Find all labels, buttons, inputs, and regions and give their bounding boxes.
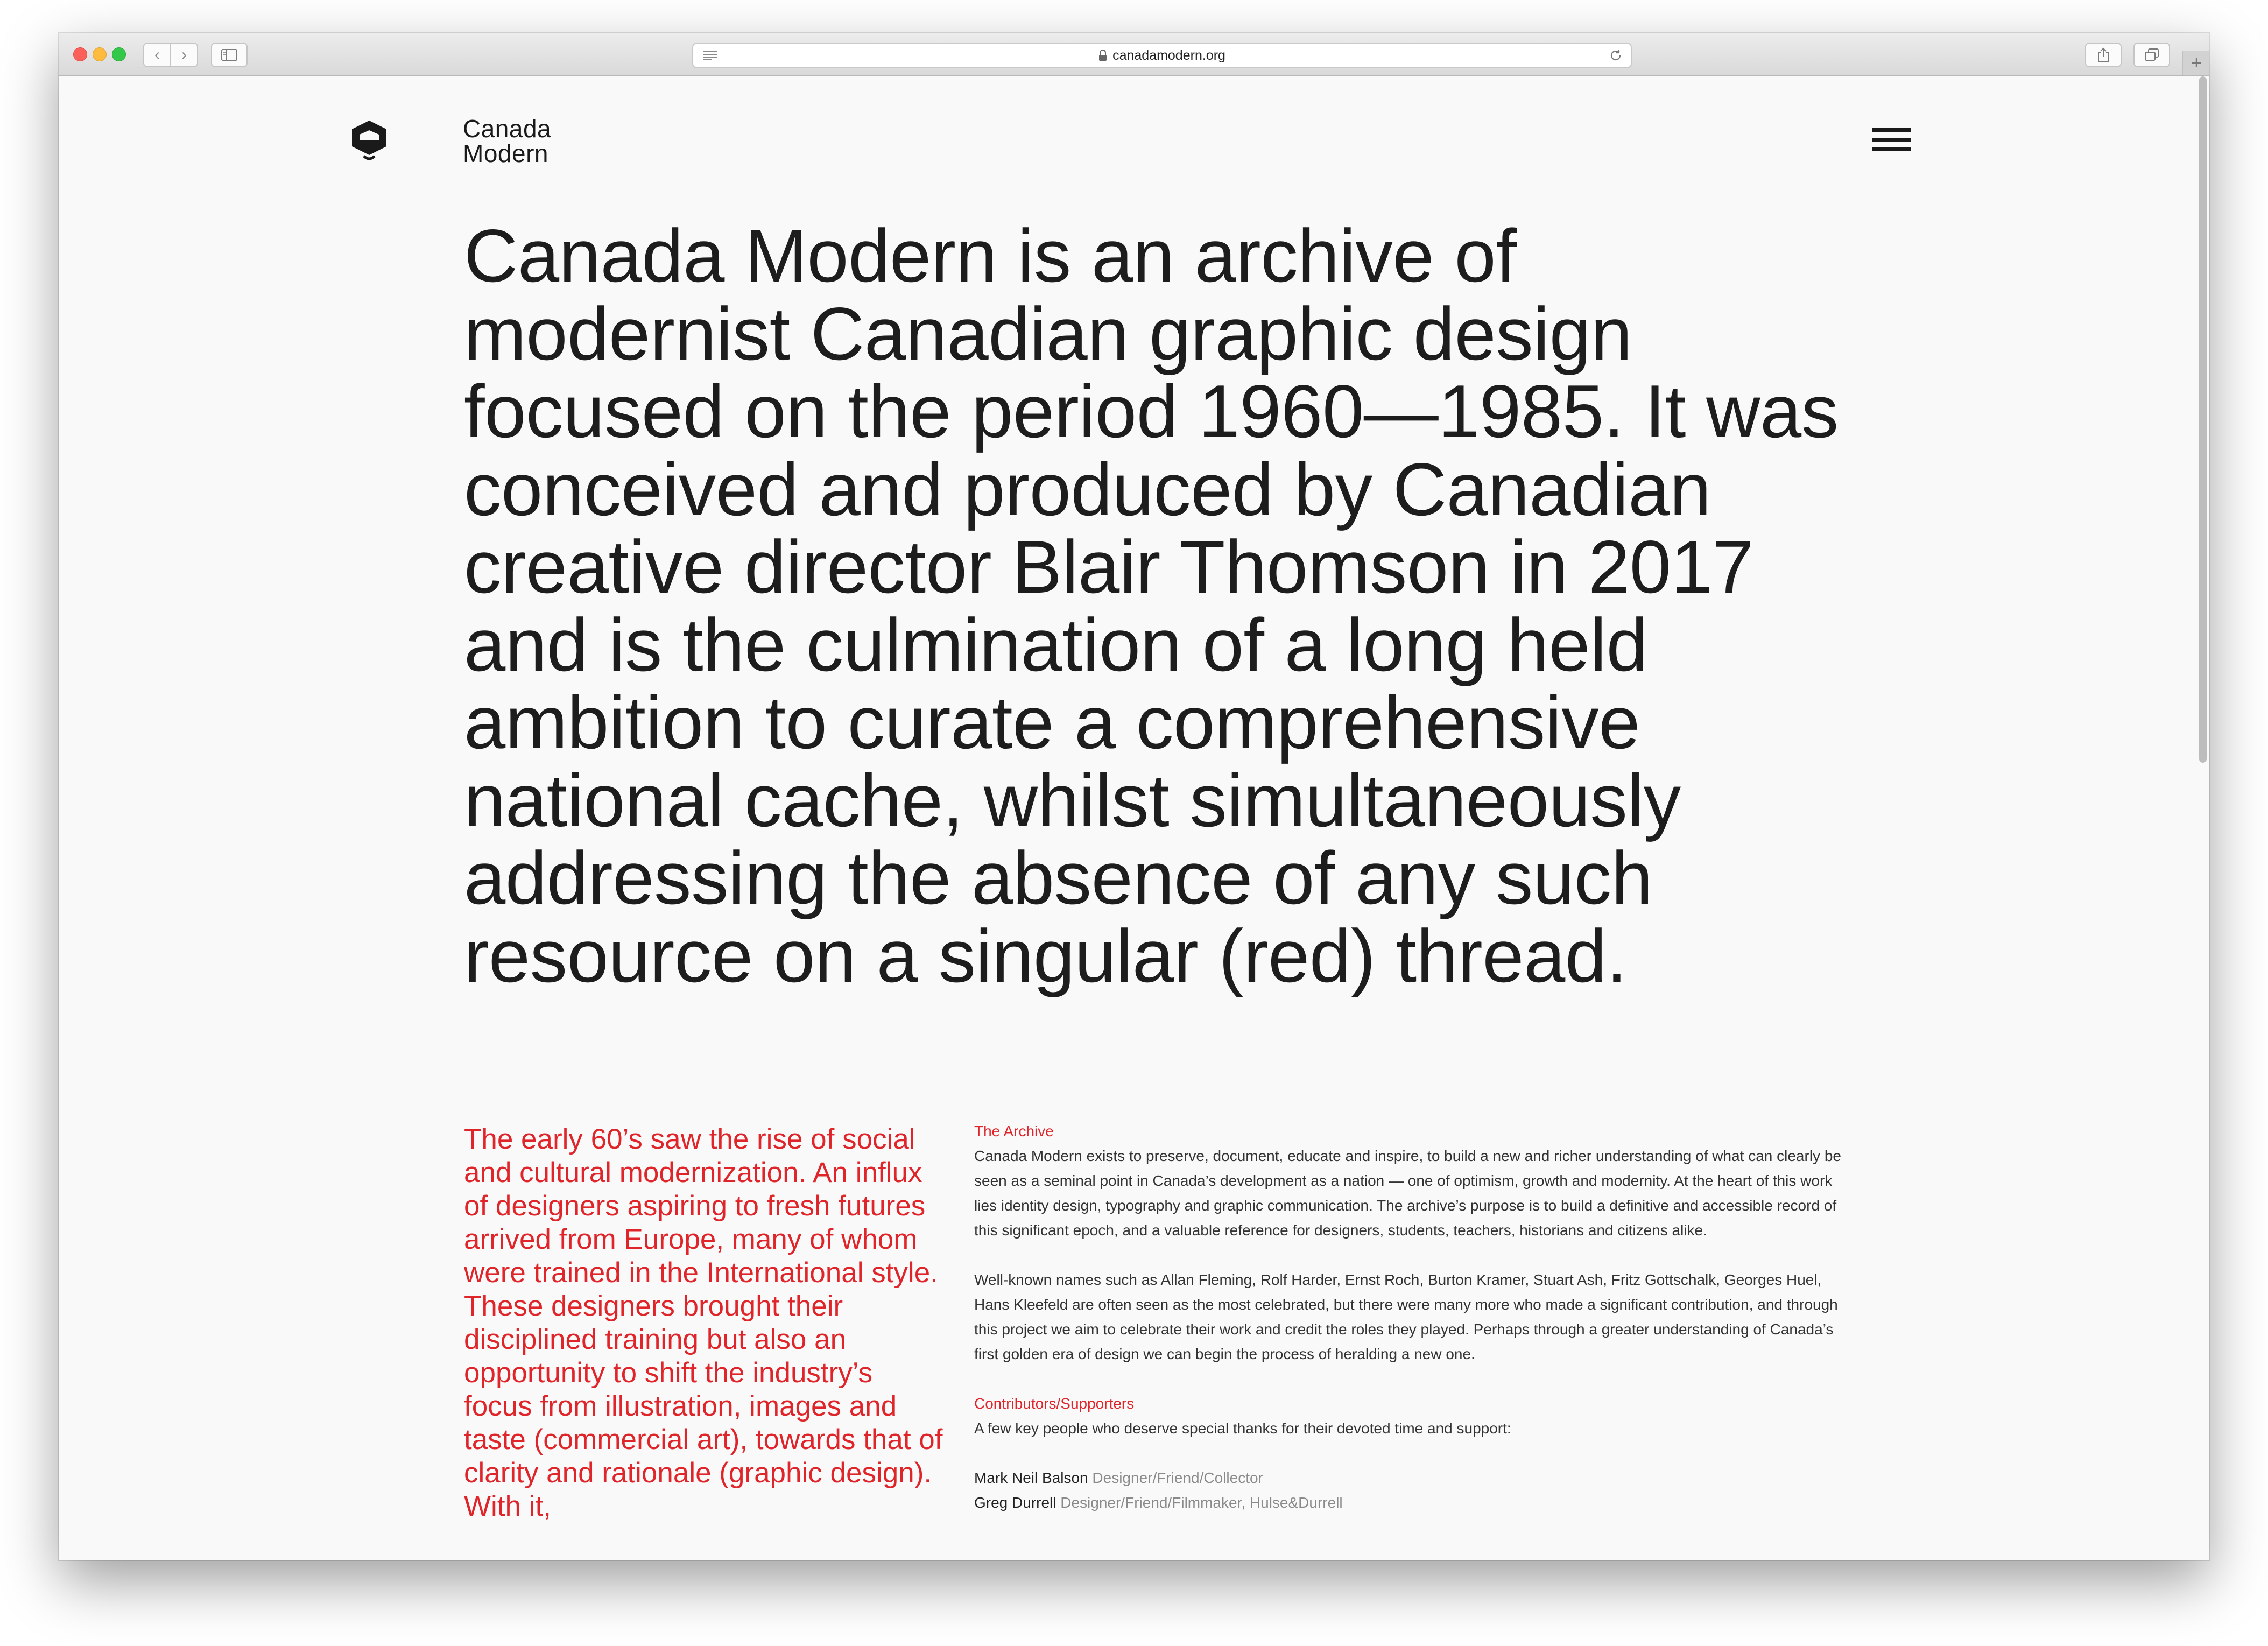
plus-icon: + — [2191, 52, 2202, 73]
browser-window — [59, 33, 2209, 1560]
site-wordmark[interactable] — [463, 116, 551, 166]
contributors-heading: Contributors/Supporters — [974, 1395, 1135, 1412]
contributor-role: Designer/Friend/Filmmaker, Hulse&Durrell — [1060, 1494, 1343, 1511]
archive-paragraph-2: Well-known names such as Allan Fleming, Rolf Harder, Ernst Roch, Burton Kramer, Stuart Ash, Fritz Gottschalk, Georges Huel, Hans Kleefeld are often seen as the most celebrated, but there were many more who made a significant contribution, and through this project we aim to celebrate their work and credit the roles they played. Perhaps through a greater understanding of Canada’s first golden era of design we can begin the process of heralding a new one. — [974, 1271, 1838, 1362]
minimize-window-button[interactable] — [93, 47, 107, 61]
intro-text: The early 60’s saw the rise of social and cultural modernization. An influx of designers aspiring to fresh futures arrived from Europe, many of whom were trained in the International style. These designers brought their disciplined training but also an opportunity to shift the industry’s focus from illustration, images and taste (commercial art), towards that of clarity and rationale (graphic design). With it, — [464, 1123, 943, 1522]
contributor-item — [974, 1490, 1846, 1515]
menu-icon — [1872, 128, 1911, 132]
chevron-right-icon: › — [181, 46, 187, 64]
maximize-window-button[interactable] — [112, 47, 126, 61]
contributor-name: Mark Neil Balson — [974, 1469, 1088, 1486]
share-button[interactable] — [2085, 43, 2122, 67]
forward-button[interactable] — [170, 44, 197, 66]
back-button[interactable] — [144, 44, 170, 66]
sidebar-icon — [221, 49, 237, 61]
history-navigation — [143, 43, 198, 67]
hamburger-menu-button[interactable] — [1872, 128, 1911, 152]
close-window-button[interactable] — [73, 47, 87, 61]
share-icon — [2097, 47, 2109, 62]
contributors-intro: A few key people who deserve special thanks for their devoted time and support: — [974, 1420, 1511, 1437]
archive-heading: The Archive — [974, 1123, 1054, 1139]
chevron-left-icon: ‹ — [154, 46, 160, 64]
menu-icon-bar-3 — [1872, 147, 1911, 151]
page-content — [59, 76, 2209, 1560]
url-text: canadamodern.org — [1112, 47, 1225, 63]
contributor-role: Designer/Friend/Collector — [1092, 1469, 1263, 1486]
contributor-name: Greg Durrell — [974, 1494, 1056, 1511]
lock-icon — [1098, 50, 1107, 61]
about-section — [974, 1119, 1846, 1515]
wordmark-line-1: Canada — [463, 115, 552, 143]
contributor-item — [974, 1466, 1846, 1490]
archive-paragraph-1: Canada Modern exists to preserve, document, educate and inspire, to build a new and richer understanding of what can clearly be seen as a seminal point in Canada’s development as a nation — one of optimism, growth and modernity. At the heart of this work lies identity design, typography and graphic communication. The archive’s purpose is to build a definitive and accessible record of this significant epoch, and a valuable reference for designers, students, teachers, historians and citizens alike. — [974, 1148, 1841, 1239]
menu-icon-bar-2 — [1872, 138, 1911, 142]
new-tab-button[interactable] — [2182, 51, 2209, 75]
wordmark-line-2: Modern — [463, 139, 548, 167]
url-display — [693, 44, 1631, 67]
hero-statement: Canada Modern is an archive of modernist Canadian graphic design focused on the period 1960—1985. It was conceived and produced by Canadian creative director Blair Thomson in 2017 and is the culmination of a long held ambition to curate a comprehensive national cache, whilst simultaneously addressing the absence of any such resource on a singular (red) thread. — [464, 214, 1839, 998]
canada-modern-logo-icon[interactable] — [350, 118, 389, 164]
show-tabs-button[interactable] — [2133, 43, 2170, 67]
sidebar-toggle-button[interactable] — [211, 43, 248, 67]
tabs-icon — [2144, 48, 2159, 61]
page-scrollbar[interactable] — [2199, 76, 2207, 763]
browser-toolbar — [59, 33, 2209, 76]
reload-icon[interactable] — [1608, 48, 1623, 63]
address-bar[interactable] — [692, 43, 1632, 68]
